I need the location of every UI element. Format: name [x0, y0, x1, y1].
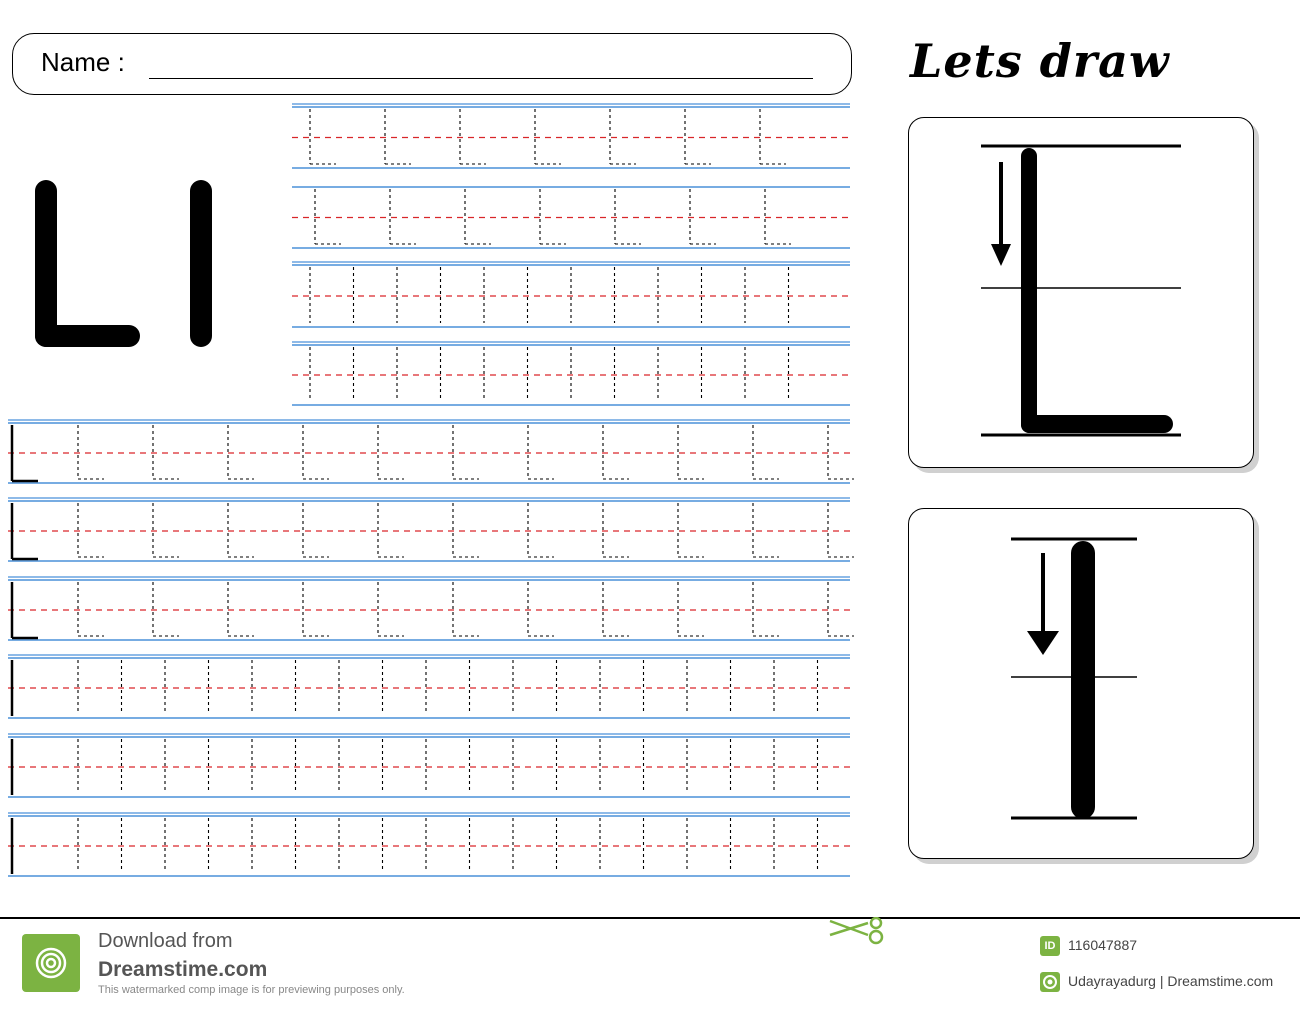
name-label: Name : [41, 47, 125, 77]
dreamstime-logo-icon [22, 934, 80, 992]
image-id: 116047887 [1068, 937, 1138, 953]
id-icon: ID [1040, 936, 1060, 956]
cut-line [0, 917, 1300, 919]
user-icon [1040, 972, 1060, 992]
l-foot-stroke [1021, 415, 1173, 433]
down-arrow-icon [1027, 553, 1059, 655]
down-arrow-icon [991, 162, 1011, 266]
i-stem-stroke [1071, 541, 1095, 819]
l-stem-stroke [1021, 148, 1037, 433]
watermark-footer [0, 920, 1300, 1010]
stroke-card-uppercase-i [908, 508, 1254, 859]
site-link[interactable]: Dreamstime.com [98, 958, 268, 981]
scissors-icon [828, 917, 888, 947]
lets-draw-heading: Lets draw [910, 34, 1170, 88]
stroke-card-uppercase-l [908, 117, 1254, 468]
watermark-note: This watermarked comp image is for previewing purposes only. [98, 984, 405, 996]
author-credit[interactable]: Udayrayadurg | Dreamstime.com [1068, 973, 1274, 989]
stroke-diagram-l [909, 118, 1253, 467]
download-from-text: Download from [98, 930, 233, 952]
stroke-diagram-i [909, 509, 1253, 858]
